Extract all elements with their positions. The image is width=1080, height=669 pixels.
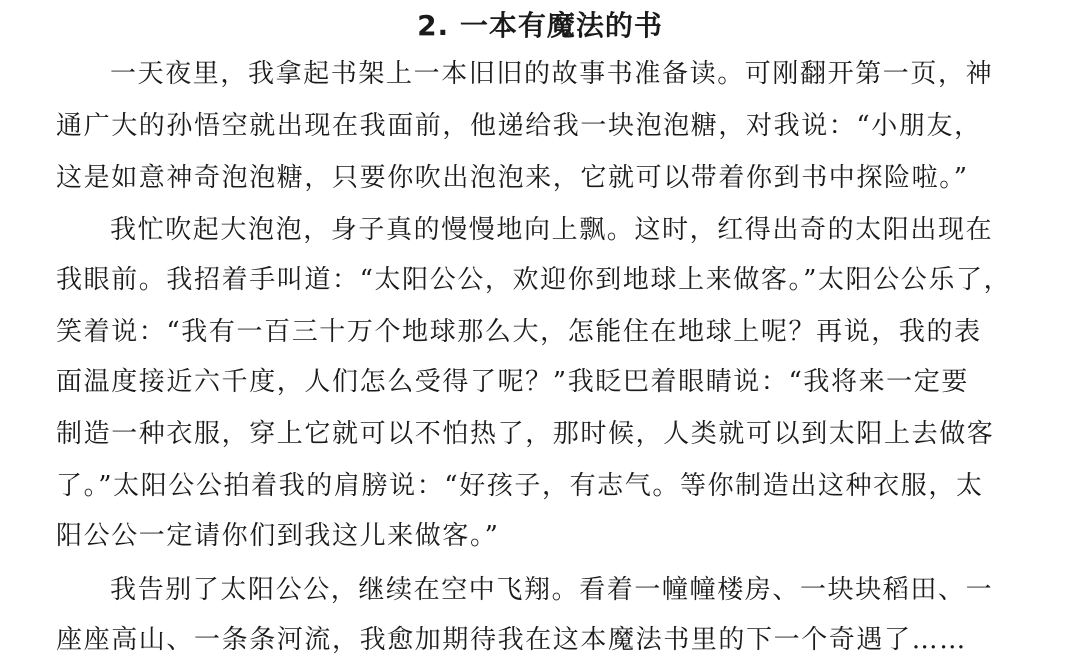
paragraph-1-line-1: 一天夜里，我拿起书架上一本旧旧的故事书准备读。可刚翻开第一页，神 <box>110 59 994 89</box>
paragraph-2-line-7: 阳公公一定请你们到我这儿来做客。” <box>56 521 500 551</box>
document-title: 2. 一本有魔法的书 <box>417 9 663 42</box>
paragraph-1-line-3: 这是如意神奇泡泡糖，只要你吹出泡泡来，它就可以带着你到书中探险啦。” <box>56 163 969 193</box>
paragraph-2-line-1: 我忙吹起大泡泡，身子真的慢慢地向上飘。这时，红得出奇的太阳出现在 <box>110 215 994 245</box>
paragraph-3-line-1: 我告别了太阳公公，继续在空中飞翔。看着一幢幢楼房、一块块稻田、一 <box>110 575 994 605</box>
paragraph-3-line-2: 座座高山、一条条河流，我愈加期待我在这本魔法书里的下一个奇遇了…… <box>56 625 967 655</box>
paragraph-2-line-2: 我眼前。我招着手叫道：“太阳公公，欢迎你到地球上来做客。”太阳公公乐了， <box>56 265 1012 295</box>
paragraph-2-line-4: 面温度接近六千度，人们怎么受得了呢？”我眨巴着眼睛说：“我将来一定要 <box>56 367 969 397</box>
paragraph-1-line-2: 通广大的孙悟空就出现在我面前，他递给我一块泡泡糖，对我说：“小朋友， <box>56 111 982 141</box>
paragraph-2-line-3: 笑着说：“我有一百三十万个地球那么大，怎能住在地球上呢？再说，我的表 <box>56 317 982 347</box>
paragraph-2-line-6: 了。”太阳公公拍着我的肩膀说：“好孩子，有志气。等你制造出这种衣服，太 <box>56 471 984 501</box>
paragraph-2-line-5: 制造一种衣服，穿上它就可以不怕热了，那时候，人类就可以到太阳上去做客 <box>56 419 995 449</box>
